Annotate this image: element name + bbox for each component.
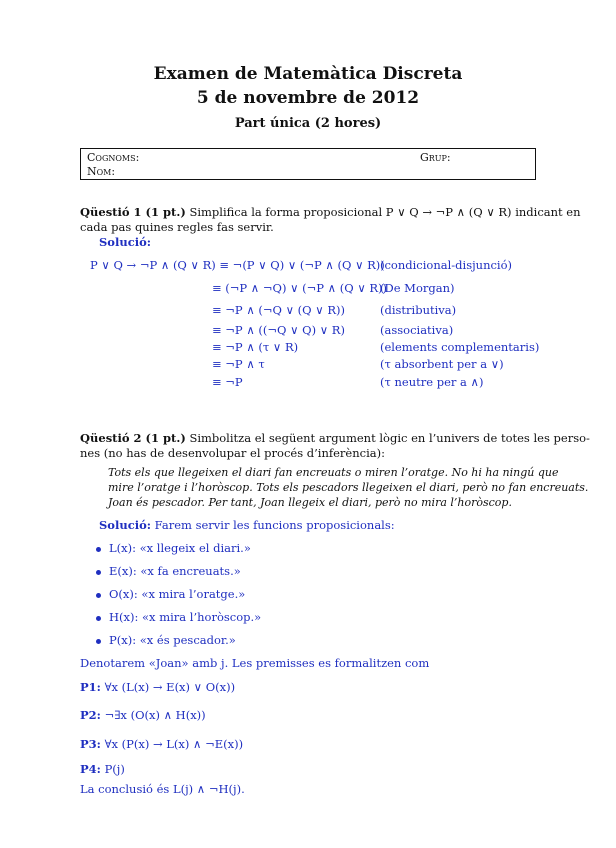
question-2-prompt	[80, 431, 590, 446]
q1-step-3-rule: (associativa)	[380, 323, 454, 337]
question-2-label: Qüestió 2 (1 pt.)	[80, 431, 186, 445]
function-item-1: E(x): «x fa encreuats.»	[96, 564, 241, 578]
q1-step-4-rule: (elements complementaris)	[380, 340, 540, 354]
question-1-label: Qüestió 1 (1 pt.)	[80, 205, 186, 219]
q1-step-3-expr: ≡ ¬P ∧ ((¬Q ∨ Q) ∨ R)	[212, 323, 345, 337]
function-item-2: O(x): «x mira l’oratge.»	[96, 587, 245, 601]
argument-line-1: mire l’oratge i l’horòscop. Tots els pescadors llegeixen el diari, però no fan encreuats.	[108, 481, 589, 494]
function-item-0: L(x): «x llegeix el diari.»	[96, 541, 251, 555]
question-2-text-line2: nes (no has de desenvolupar el procés d’inferència):	[80, 446, 385, 460]
bullet-icon	[96, 639, 101, 644]
question-1-prompt	[80, 205, 581, 220]
surname-label: Cognoms:	[87, 151, 140, 164]
premise-3: P3: ∀x (P(x) → L(x) ∧ ¬E(x))	[80, 737, 244, 751]
exam-title: Examen de Matemàtica Discreta	[153, 64, 463, 84]
bullet-icon	[96, 593, 101, 598]
question-1-text-line1: Simplifica la forma proposicional P ∨ Q → ¬P ∧ (Q ∨ R) indicant en	[189, 205, 581, 219]
argument-line-2: Joan és pescador. Per tant, Joan llegeix el diari, però no mira l’horòscop.	[108, 496, 512, 509]
q1-step-1-rule: (De Morgan)	[380, 281, 455, 295]
question-2-solution-intro: Farem servir les funcions proposicionals:	[154, 518, 395, 532]
student-info-box	[80, 148, 536, 180]
question-2-text-line1: Simbolitza el següent argument lògic en l’univers de totes les perso-	[189, 431, 590, 445]
argument-line-0: Tots els que llegeixen el diari fan encreuats o miren l’oratge. No hi ha ningú que	[108, 466, 559, 479]
question-1-text-line2: cada pas quines regles fas servir.	[80, 220, 274, 234]
function-item-4: P(x): «x és pescador.»	[96, 633, 236, 647]
q1-step-6-rule: (τ neutre per a ∧)	[380, 375, 484, 389]
premise-4: P4: P(j)	[80, 762, 125, 776]
question-2-solution-label: Solució:	[99, 518, 151, 532]
bullet-icon	[96, 547, 101, 552]
q1-step-4-expr: ≡ ¬P ∧ (τ ∨ R)	[212, 340, 299, 354]
q1-step-0-rule: (condicional-disjunció)	[380, 258, 513, 272]
question-2-solution	[99, 518, 395, 533]
bullet-icon	[96, 616, 101, 621]
name-label: Nom:	[87, 165, 116, 178]
exam-date: 5 de novembre de 2012	[196, 88, 420, 108]
q1-step-1-expr: ≡ (¬P ∧ ¬Q) ∨ (¬P ∧ (Q ∨ R))	[212, 281, 388, 295]
q1-step-5-expr: ≡ ¬P ∧ τ	[212, 357, 265, 371]
bullet-icon	[96, 570, 101, 575]
function-item-3: H(x): «x mira l’horòscop.»	[96, 610, 261, 624]
conclusion-text: La conclusió és L(j) ∧ ¬H(j).	[80, 782, 245, 796]
q1-step-6-expr: ≡ ¬P	[212, 375, 243, 389]
exam-part: Part única (2 hores)	[234, 116, 382, 131]
denote-text: Denotarem «Joan» amb j. Les premisses es formalitzen com	[80, 656, 430, 670]
q1-step-5-rule: (τ absorbent per a ∨)	[380, 357, 504, 371]
question-1-solution-label: Solució:	[99, 235, 151, 249]
group-label: Grup:	[420, 151, 451, 164]
q1-step-0-expr: P ∨ Q → ¬P ∧ (Q ∨ R) ≡ ¬(P ∨ Q) ∨ (¬P ∧ (Q ∨ R))	[90, 258, 385, 272]
premise-2: P2: ¬∃x (O(x) ∧ H(x))	[80, 708, 206, 722]
q1-step-2-expr: ≡ ¬P ∧ (¬Q ∨ (Q ∨ R))	[212, 303, 345, 317]
premise-1: P1: ∀x (L(x) → E(x) ∨ O(x))	[80, 680, 236, 694]
q1-step-2-rule: (distributiva)	[380, 303, 457, 317]
